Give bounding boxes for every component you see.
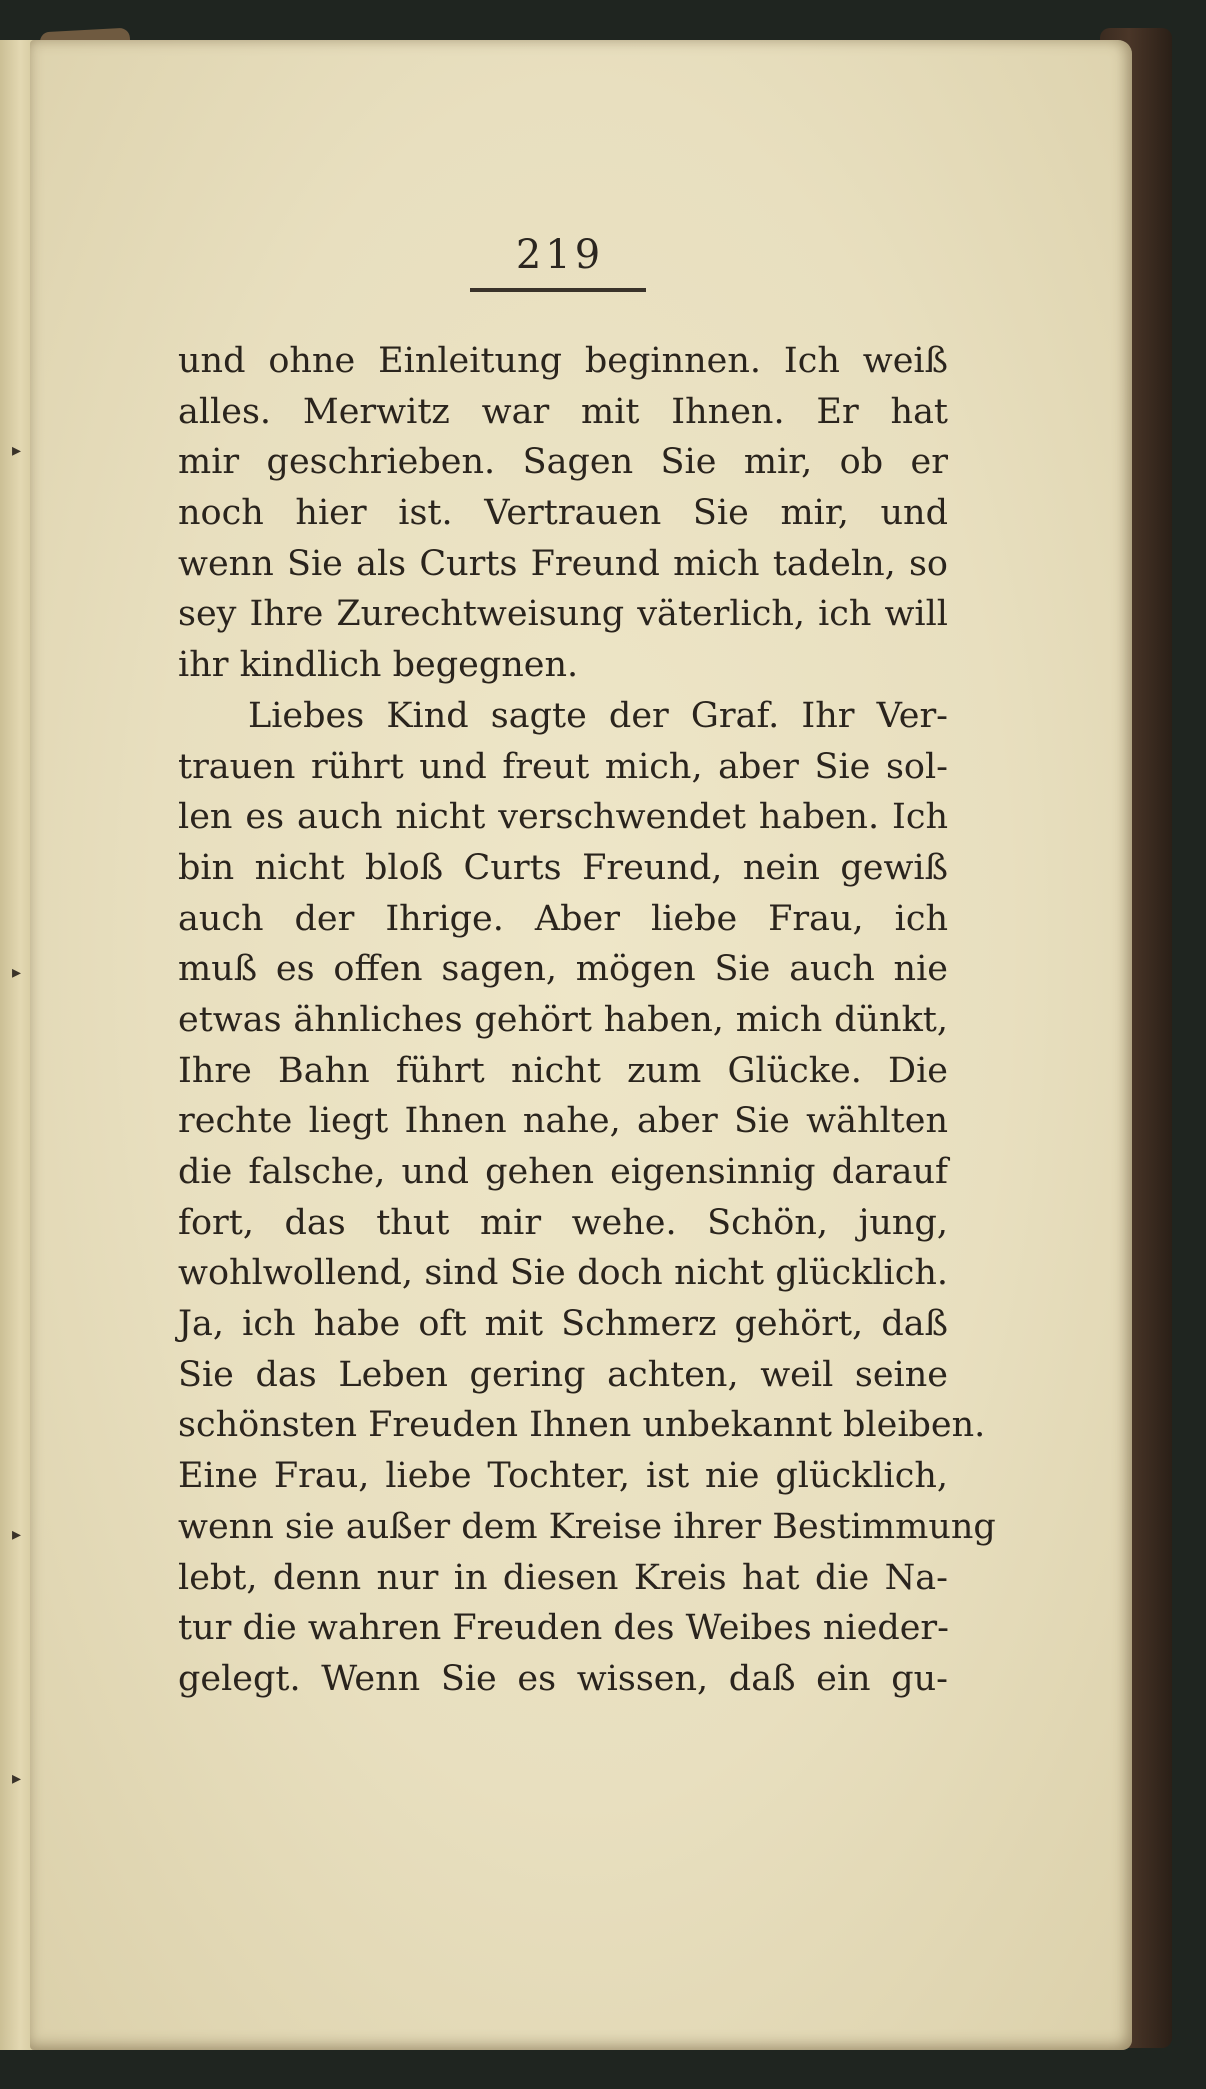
text-line: trauen rührt und freut mich, aber Sie sol-	[178, 746, 948, 787]
book-page	[30, 40, 1132, 2050]
text-line: schönsten Freuden Ihnen unbekannt bleiben.	[178, 1405, 986, 1446]
text-line: die falsche, und gehen eigensinnig darauf	[178, 1152, 948, 1192]
text-line: Liebes Kind sagte der Graf. Ihr Ver-	[248, 695, 948, 736]
header-rule	[470, 288, 646, 292]
text-line: gelegt. Wenn Sie es wissen, daß ein gu-	[178, 1658, 948, 1699]
text-line: ihr kindlich begegnen.	[178, 645, 579, 686]
text-line: Eine Frau, liebe Tochter, ist nie glücklich,	[178, 1456, 948, 1497]
text-line: wohlwollend, sind Sie doch nicht glücklich.	[178, 1253, 948, 1294]
text-line: len es auch nicht verschwendet haben. Ich	[178, 797, 948, 838]
text-line: muß es offen sagen, mögen Sie auch nie	[178, 949, 948, 990]
margin-mark: ▸	[12, 1768, 22, 1789]
text-line: alles. Merwitz war mit Ihnen. Er hat	[178, 391, 948, 432]
text-line: rechte liegt Ihnen nahe, aber Sie wählten	[178, 1101, 948, 1142]
text-line: etwas ähnliches gehört haben, mich dünkt,	[178, 999, 948, 1040]
margin-mark: ▸	[12, 962, 22, 983]
text-line: mir geschrieben. Sagen Sie mir, ob er	[178, 442, 948, 483]
text-line: Ihre Bahn führt nicht zum Glücke. Die	[178, 1050, 948, 1091]
text-line: wenn sie außer dem Kreise ihrer Bestimmung	[178, 1506, 996, 1547]
text-line: lebt, denn nur in diesen Kreis hat die Na-	[178, 1557, 948, 1598]
text-line: fort, das thut mir wehe. Schön, jung,	[178, 1202, 948, 1243]
text-line: wenn Sie als Curts Freund mich tadeln, so	[178, 543, 948, 584]
text-line: auch der Ihrige. Aber liebe Frau, ich	[178, 898, 948, 939]
text-line: Sie das Leben gering achten, weil seine	[178, 1354, 948, 1395]
margin-mark: ▸	[12, 1524, 22, 1545]
text-line: Ja, ich habe oft mit Schmerz gehört, daß	[178, 1304, 948, 1345]
text-line: sey Ihre Zurechtweisung väterlich, ich will	[178, 594, 948, 635]
page-body-text	[178, 336, 996, 1705]
text-line: noch hier ist. Vertrauen Sie mir, und	[178, 493, 948, 534]
text-line: und ohne Einleitung beginnen. Ich weiß	[178, 341, 948, 381]
page-number: 219	[515, 232, 605, 278]
text-line: bin nicht bloß Curts Freund, nein gewiß	[178, 847, 948, 888]
margin-mark: ▸	[12, 440, 22, 461]
text-line: tur die wahren Freuden des Weibes nieder-	[178, 1608, 949, 1649]
